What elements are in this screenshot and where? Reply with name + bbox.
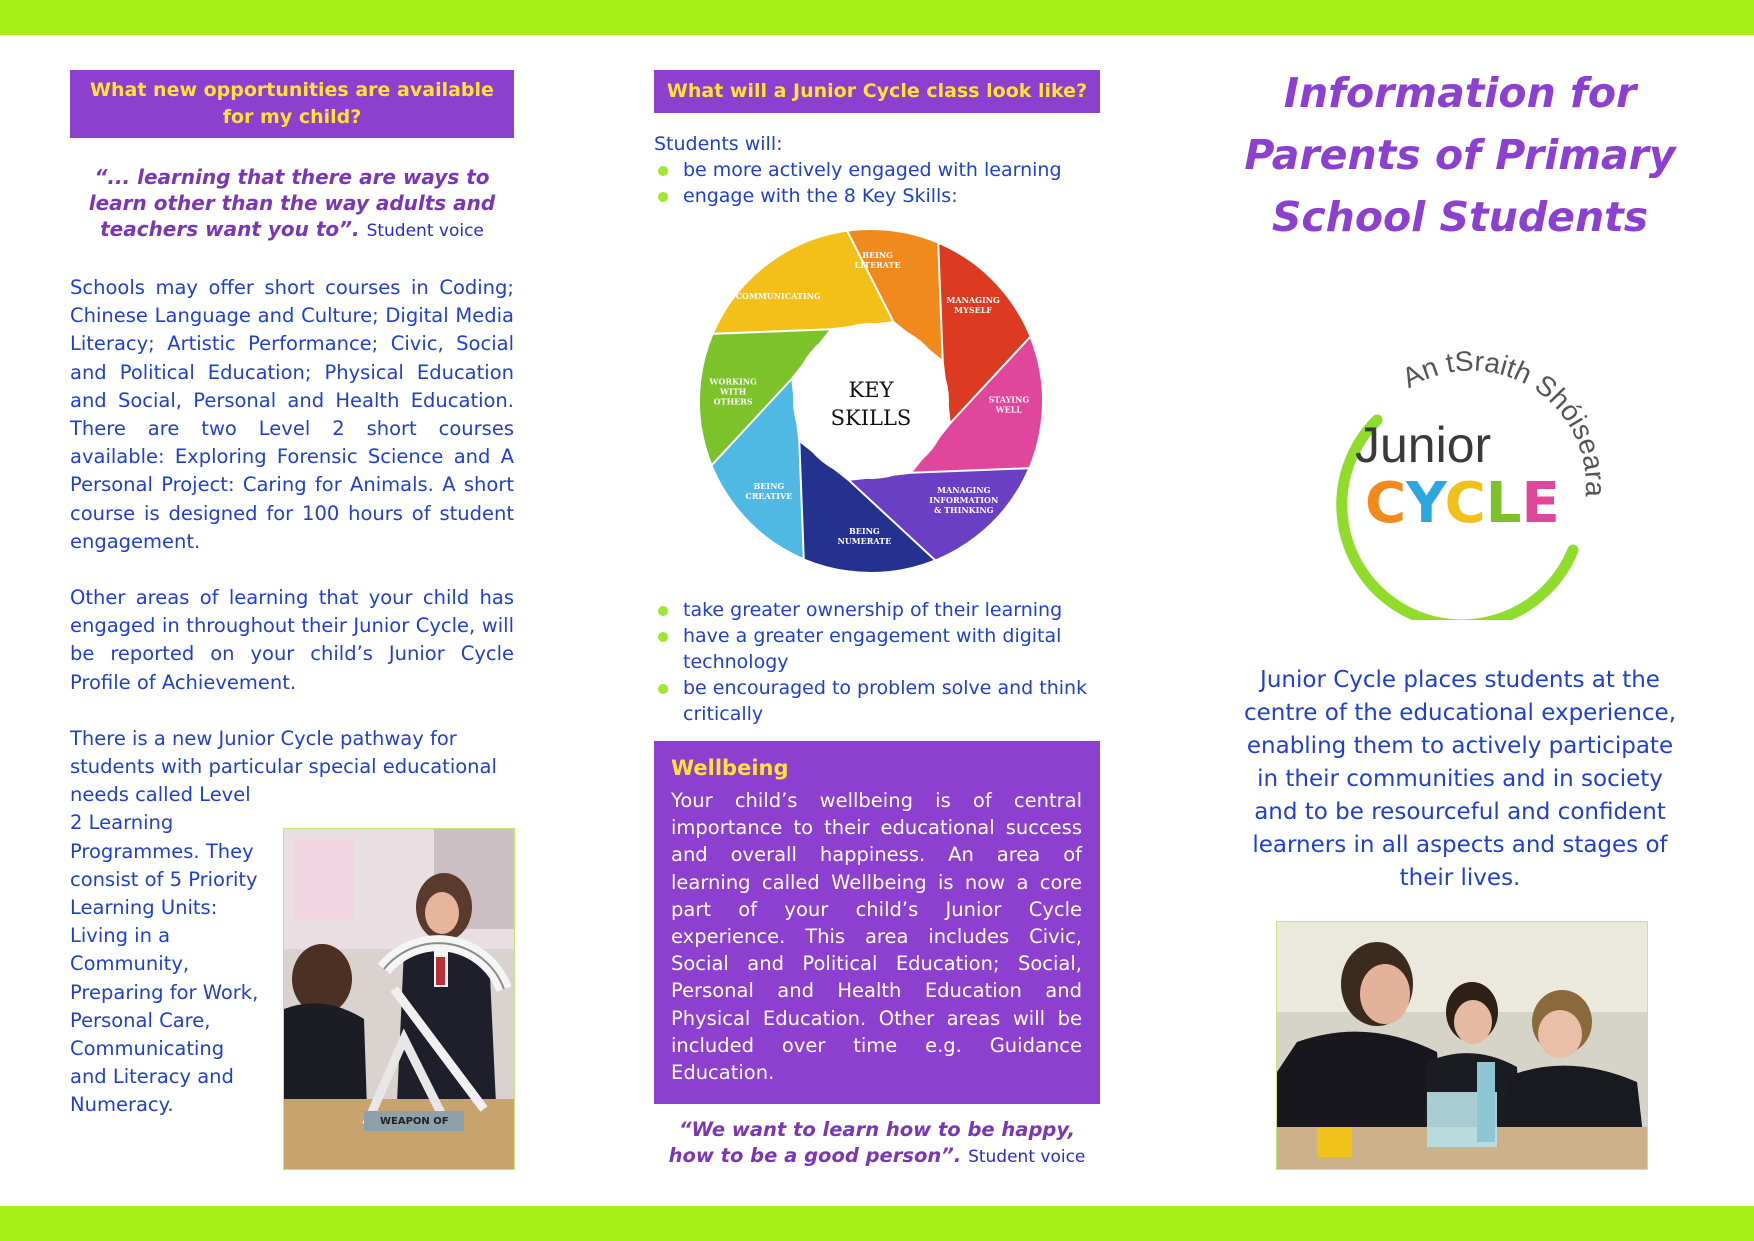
class-look-like-heading: What will a Junior Cycle class look like? [654,70,1100,113]
key-skills-center-label: KEY SKILLS [830,378,912,430]
students-will-label: Students will: [654,133,783,155]
pathway-intro [70,725,497,810]
key-skill-label-6: WORKING WITH OTHERS [709,376,757,407]
pathway-line: consist of 5 Priority [70,867,258,891]
photo-sign-text: WEAPON OF [380,1116,449,1127]
leaflet-title: Information for Parents of Primary School Students [1244,69,1676,241]
key-skill-label-7: COMMUNICATING [735,290,821,301]
logo-word-cycle [1365,471,1560,536]
pathway-line: Communicating [70,1037,225,1061]
key-skills-wheel-graphic [686,212,1056,590]
pathway-line: needs called Level [70,783,251,807]
quote-text: “We want to learn how to be happy, how to be a good person”. [668,1118,1075,1167]
pathway-line: Preparing for Work, [70,980,259,1004]
key-skill-label-5: BEING CREATIVE [745,480,793,501]
quote-text: “... learning that there are ways to learn other than the way adults and teachers want you to”. [88,165,496,241]
intro-paragraph: Junior Cycle places students at the centre of the educational experience, enabling them to actively participate in their communities and in society and to be resourceful and confident learners in all aspects and stages of their lives. [1243,667,1677,891]
wellbeing-title: Wellbeing [671,756,789,780]
top-green-band [0,0,1754,35]
top-bullet-0: be more actively engaged with learning [654,157,1100,183]
pathway-line: and Literacy and [70,1065,234,1089]
junior-cycle-logo [1325,350,1605,620]
pathway-line: 2 Learning [70,811,174,835]
quote-voice: Student voice [366,221,484,241]
pathway-line: Community, [70,952,190,976]
opportunities-heading: What new opportunities are available for my child? [70,70,514,138]
key-skill-label-2: STAYING WELL [988,394,1030,415]
top-bullet-1: engage with the 8 Key Skills: [654,183,1100,209]
pathway-line: Personal Care, [70,1008,211,1032]
logo-cycle-letter-2: C [1444,471,1486,536]
boys-working-photo [1276,921,1648,1170]
key-skills-wheel [686,212,1056,590]
bullets-bottom-list [654,597,1100,727]
pathway-line: Programmes. They [70,839,254,863]
logo-arc-text: An tSraith Shóise [1396,350,1605,459]
logo-cycle-letter-1: Y [1406,471,1445,536]
logo-cycle-letter-3: L [1485,471,1522,536]
wellbeing-box [654,741,1100,1104]
key-skill-label-4: BEING NUMERATE [837,525,892,546]
key-skill-label-1: MANAGING MYSELF [946,295,1000,316]
student-quote-middle [654,1117,1100,1170]
junior-cycle-logo-graphic [1325,350,1605,620]
pathway-line: students with particular special educational [70,755,497,779]
right-intro-block [1240,664,1680,895]
middle-panel [654,70,1100,209]
logo-cycle-letter-4: E [1521,471,1560,536]
middle-panel-lower [654,597,1100,727]
bottom-bullet-1: have a greater engagement with digital technology [654,623,1100,675]
logo-cycle-letter-0: C [1365,471,1407,536]
bullets-top-list [654,157,1100,209]
wellbeing-text: Your child’s wellbeing is of central importance to their educational success and overall happiness. An area of learning called Wellbeing is now a core part of your child’s Junior Cycle experience. This area includes Civic, Social and Political Education; Social, Personal and Health Education and Physical Education. Other areas will be included over time e.g. Guidance Education. [671,789,1082,1085]
pathway-line: Numeracy. [70,1093,174,1117]
bottom-green-band [0,1206,1754,1241]
short-courses-paragraph: Schools may offer short courses in Coding; Chinese Language and Culture; Digital Media Literacy; Artistic Performance; Civic, Social and Political Education; Physical Education and Social, Personal and Health Education. There are two Level 2 short courses available: Exploring Forensic Science and A Personal Project: Caring for Animals. A short course is designed for 100 hours of student engagement. [70,276,514,553]
key-skill-label-0: BEING LITERATE [854,250,901,271]
logo-word-junior: Junior [1355,417,1492,473]
pathway-line: Learning Units: [70,896,218,920]
bottom-bullet-2: be encouraged to problem solve and think critically [654,675,1100,727]
quote-voice: Student voice [968,1147,1086,1167]
photo-illustration [1277,922,1647,1169]
pathway-line: There is a new Junior Cycle pathway for [70,726,457,750]
bottom-bullet-0: take greater ownership of their learning [654,597,1100,623]
other-areas-paragraph: Other areas of learning that your child has engaged in throughout their Junior Cycle, will be reported on your child’s Junior Cycle Profile of Achievement. [70,586,514,694]
students-with-protractor-photo [283,828,515,1170]
key-skill-label-3: MANAGING INFORMATION & THINKING [929,485,999,516]
right-panel [1240,62,1680,248]
pathway-line: Living in a [70,924,171,948]
student-quote-left [70,164,514,244]
